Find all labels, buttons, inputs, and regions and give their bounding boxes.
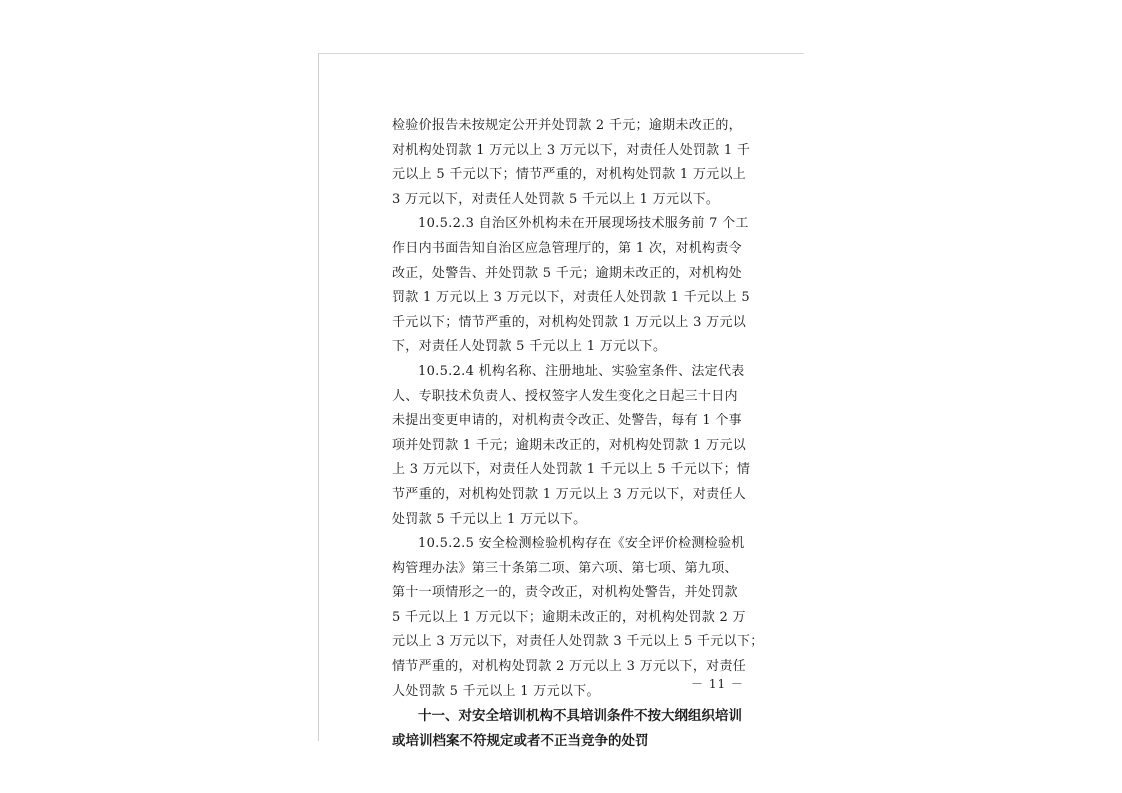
text-line: 10.5.2.4 机构名称、注册地址、实验室条件、法定代表	[418, 363, 745, 379]
text-line: 项并处罚款 1 千元；逾期未改正的，对机构处罚款 1 万元以	[392, 437, 747, 453]
text-line: 第十一项情形之一的，责令改正，对机构处警告，并处罚款	[392, 585, 738, 601]
text-line: 10.5.2.3 自治区外机构未在开展现场技术服务前 7 个工	[418, 216, 749, 232]
text-line: 构管理办法》第三十条第二项、第六项、第七项、第九项、	[392, 560, 738, 576]
text-line: 3 万元以下，对责任人处罚款 5 千元以上 1 万元以下。	[392, 191, 720, 207]
page-top-edge	[318, 53, 804, 54]
text-line: 处罚款 5 千元以上 1 万元以下。	[392, 511, 587, 527]
text-line: 人、专职技术负责人、授权签字人发生变化之日起三十日内	[392, 388, 738, 404]
text-line: 情节严重的，对机构处罚款 2 万元以上 3 万元以下，对责任	[392, 659, 747, 675]
paragraph-10-5-2-5	[392, 532, 764, 704]
text-line: 未提出变更申请的，对机构责令改正、处警告，每有 1 个事	[392, 413, 742, 429]
section-heading	[392, 704, 742, 754]
paragraph-1	[392, 114, 751, 212]
text-line: 元以上 3 万元以下，对责任人处罚款 3 千元以上 5 千元以下；	[392, 634, 764, 650]
page-number: － 11 －	[691, 677, 744, 691]
document-body	[392, 114, 764, 754]
text-line: 5 千元以上 1 万元以下；逾期未改正的，对机构处罚款 2 万	[392, 609, 746, 625]
text-line: 千元以下；情节严重的，对机构处罚款 1 万元以上 3 万元以	[392, 314, 747, 330]
page-left-edge	[318, 53, 319, 741]
text-line: 对机构处罚款 1 万元以上 3 万元以下，对责任人处罚款 1 千	[392, 142, 751, 158]
text-line: 罚款 1 万元以上 3 万元以下，对责任人处罚款 1 千元以上 5	[392, 290, 750, 306]
heading-line: 或培训档案不符规定或者不正当竞争的处罚	[392, 733, 649, 750]
text-line: 元以上 5 千元以下；情节严重的，对机构处罚款 1 万元以上	[392, 167, 747, 183]
text-line: 上 3 万元以下，对责任人处罚款 1 千元以上 5 千元以下；情	[392, 462, 751, 478]
text-line: 10.5.2.5 安全检测检验机构存在《安全评价检测检验机	[418, 536, 745, 552]
paragraph-10-5-2-3	[392, 212, 750, 360]
text-line: 改正，处警告、并处罚款 5 千元；逾期未改正的，对机构处	[392, 265, 742, 281]
heading-line: 十一、对安全培训机构不具培训条件不按大纲组织培训	[418, 708, 742, 725]
text-line: 人处罚款 5 千元以上 1 万元以下。	[392, 683, 600, 699]
text-line: 作日内书面告知自治区应急管理厅的，第 1 次，对机构责令	[392, 240, 742, 256]
text-line: 检验价报告未按规定公开并处罚款 2 千元；逾期未改正的，	[392, 118, 742, 133]
text-line: 节严重的，对机构处罚款 1 万元以上 3 万元以下，对责任人	[392, 486, 747, 502]
paragraph-10-5-2-4	[392, 360, 751, 532]
text-line: 下，对责任人处罚款 5 千元以上 1 万元以下。	[392, 339, 667, 355]
